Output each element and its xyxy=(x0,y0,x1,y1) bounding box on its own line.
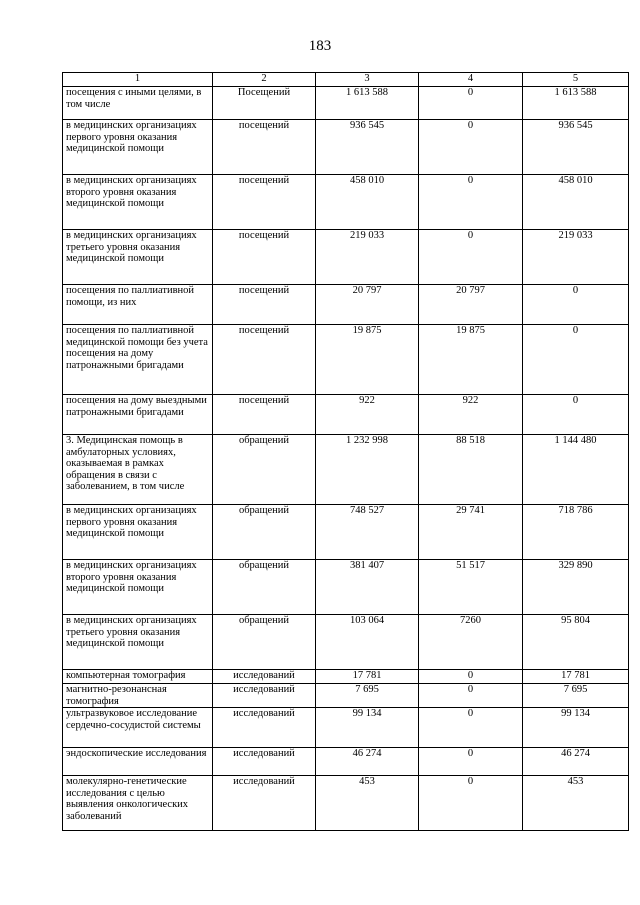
row-name-cell: посещения по паллиативной медицинской помощи без учета посещения на дому патронажными бригадами xyxy=(63,325,213,395)
row-unit-cell: Посещений xyxy=(213,87,316,120)
row-value-col5: 0 xyxy=(523,325,629,395)
row-unit-cell: посещений xyxy=(213,120,316,175)
row-value-col3: 936 545 xyxy=(316,120,419,175)
table-row xyxy=(63,435,629,505)
row-unit-cell: обращений xyxy=(213,505,316,560)
row-unit-cell: исследований xyxy=(213,670,316,684)
row-value-col3: 922 xyxy=(316,395,419,435)
row-value-col3: 748 527 xyxy=(316,505,419,560)
row-unit-cell: исследований xyxy=(213,776,316,831)
row-value-col4: 51 517 xyxy=(419,560,523,615)
table-row xyxy=(63,395,629,435)
row-value-col4: 0 xyxy=(419,670,523,684)
row-name-cell: в медицинских организациях первого уровня оказания медицинской помощи xyxy=(63,120,213,175)
header-row xyxy=(63,73,629,87)
row-unit-cell: посещений xyxy=(213,175,316,230)
row-name-cell: в медицинских организациях первого уровня оказания медицинской помощи xyxy=(63,505,213,560)
table-row xyxy=(63,285,629,325)
row-value-col5: 329 890 xyxy=(523,560,629,615)
row-value-col4: 0 xyxy=(419,776,523,831)
row-value-col4: 0 xyxy=(419,230,523,285)
row-value-col5: 46 274 xyxy=(523,748,629,776)
table-row xyxy=(63,708,629,748)
row-value-col5: 219 033 xyxy=(523,230,629,285)
row-value-col3: 19 875 xyxy=(316,325,419,395)
table-row xyxy=(63,670,629,684)
column-header-1: 1 xyxy=(63,73,213,87)
row-name-cell: ультразвуковое исследование сердечно-сосудистой системы xyxy=(63,708,213,748)
row-value-col5: 95 804 xyxy=(523,615,629,670)
row-name-cell: молекулярно-генетические исследования с целью выявления онкологических заболеваний xyxy=(63,776,213,831)
table-row xyxy=(63,87,629,120)
row-unit-cell: исследований xyxy=(213,748,316,776)
row-value-col5: 0 xyxy=(523,395,629,435)
row-unit-cell: исследований xyxy=(213,684,316,708)
row-unit-cell: посещений xyxy=(213,395,316,435)
row-name-cell: посещения по паллиативной помощи, из них xyxy=(63,285,213,325)
row-value-col5: 99 134 xyxy=(523,708,629,748)
row-value-col5: 458 010 xyxy=(523,175,629,230)
row-value-col5: 17 781 xyxy=(523,670,629,684)
row-value-col3: 381 407 xyxy=(316,560,419,615)
data-table xyxy=(62,72,629,831)
row-unit-cell: посещений xyxy=(213,230,316,285)
row-value-col5: 1 613 588 xyxy=(523,87,629,120)
table-row xyxy=(63,505,629,560)
row-value-col4: 88 518 xyxy=(419,435,523,505)
row-value-col3: 453 xyxy=(316,776,419,831)
row-unit-cell: обращений xyxy=(213,435,316,505)
row-value-col4: 0 xyxy=(419,748,523,776)
row-value-col3: 1 232 998 xyxy=(316,435,419,505)
row-value-col3: 17 781 xyxy=(316,670,419,684)
row-name-cell: в медицинских организациях третьего уровня оказания медицинской помощи xyxy=(63,615,213,670)
row-value-col4: 20 797 xyxy=(419,285,523,325)
row-value-col4: 0 xyxy=(419,87,523,120)
column-header-3: 3 xyxy=(316,73,419,87)
row-value-col4: 0 xyxy=(419,175,523,230)
row-value-col3: 103 064 xyxy=(316,615,419,670)
row-value-col5: 0 xyxy=(523,285,629,325)
row-value-col3: 219 033 xyxy=(316,230,419,285)
table-row xyxy=(63,120,629,175)
row-name-cell: эндоскопические исследования xyxy=(63,748,213,776)
row-value-col3: 1 613 588 xyxy=(316,87,419,120)
row-value-col4: 7260 xyxy=(419,615,523,670)
row-name-cell: компьютерная томография xyxy=(63,670,213,684)
row-value-col3: 458 010 xyxy=(316,175,419,230)
row-value-col4: 0 xyxy=(419,708,523,748)
row-unit-cell: посещений xyxy=(213,285,316,325)
row-name-cell: в медицинских организациях второго уровня оказания медицинской помощи xyxy=(63,560,213,615)
row-value-col3: 20 797 xyxy=(316,285,419,325)
table-row xyxy=(63,560,629,615)
row-value-col4: 0 xyxy=(419,684,523,708)
row-value-col4: 29 741 xyxy=(419,505,523,560)
column-header-2: 2 xyxy=(213,73,316,87)
column-header-5: 5 xyxy=(523,73,629,87)
row-value-col5: 936 545 xyxy=(523,120,629,175)
row-value-col3: 46 274 xyxy=(316,748,419,776)
row-value-col5: 453 xyxy=(523,776,629,831)
row-name-cell: в медицинских организациях третьего уровня оказания медицинской помощи xyxy=(63,230,213,285)
row-value-col5: 7 695 xyxy=(523,684,629,708)
page-number: 183 xyxy=(308,38,332,54)
row-unit-cell: исследований xyxy=(213,708,316,748)
row-unit-cell: обращений xyxy=(213,560,316,615)
row-unit-cell: обращений xyxy=(213,615,316,670)
table-row xyxy=(63,776,629,831)
table-row xyxy=(63,748,629,776)
table-row xyxy=(63,615,629,670)
row-value-col4: 19 875 xyxy=(419,325,523,395)
row-value-col4: 0 xyxy=(419,120,523,175)
row-name-cell: посещения с иными целями, в том числе xyxy=(63,87,213,120)
row-value-col5: 718 786 xyxy=(523,505,629,560)
row-value-col4: 922 xyxy=(419,395,523,435)
table-row xyxy=(63,175,629,230)
column-header-4: 4 xyxy=(419,73,523,87)
row-value-col3: 99 134 xyxy=(316,708,419,748)
table-row xyxy=(63,230,629,285)
table-row xyxy=(63,684,629,708)
row-value-col5: 1 144 480 xyxy=(523,435,629,505)
row-name-cell: 3. Медицинская помощь в амбулаторных условиях, оказываемая в рамках обращения в связи с заболеванием, в том числе xyxy=(63,435,213,505)
row-unit-cell: посещений xyxy=(213,325,316,395)
row-value-col3: 7 695 xyxy=(316,684,419,708)
row-name-cell: в медицинских организациях второго уровня оказания медицинской помощи xyxy=(63,175,213,230)
table-row xyxy=(63,325,629,395)
row-name-cell: магнитно-резонансная томография xyxy=(63,684,213,708)
row-name-cell: посещения на дому выездными патронажными бригадами xyxy=(63,395,213,435)
